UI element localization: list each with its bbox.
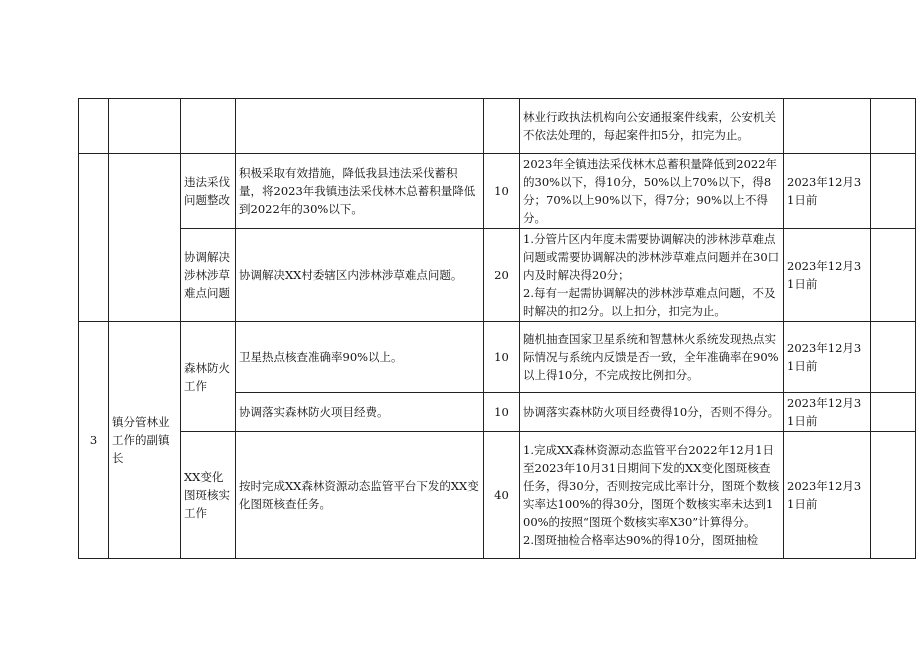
item-cell: XX变化图斑核实工作 [181, 432, 236, 559]
content-cell: 卫星热点核查准确率90%以上。 [236, 322, 484, 393]
deadline-cell: 2023年12月31日前 [784, 322, 871, 393]
content-cell: 协调解决XX村委辖区内涉林涉草难点问题。 [236, 229, 484, 322]
standard-cell: 随机抽查国家卫星系统和智慧林火系统发现热点实际情况与系统内反馈是否一致，全年准确率在90%以上得10分，不完成按比例扣分。 [520, 322, 784, 393]
item-cell: 协调解决涉林涉草难点问题 [181, 229, 236, 322]
number-cell [79, 154, 109, 322]
standard-cell: 2023年全镇违法采伐林木总蓄积量降低到2022年的30%以下，得10分，50%以上70%以下，得8分；70%以上90%以下，得7分；90%以上不得分。 [520, 154, 784, 229]
content-cell: 积极采取有效措施，降低我县违法采伐蓄积量，将2023年我镇违法采伐林木总蓄积量降低到2022年的30%以下。 [236, 154, 484, 229]
remark-cell [871, 229, 916, 322]
score-cell: 20 [484, 229, 520, 322]
deadline-cell: 2023年12月31日前 [784, 154, 871, 229]
table-row [79, 154, 916, 229]
score-cell: 10 [484, 322, 520, 393]
assessment-table [78, 98, 916, 559]
content-cell [236, 99, 484, 154]
standard-cell: 协调落实森林防火项目经费得10分，否则不得分。 [520, 393, 784, 432]
standard-cell: 1.分管片区内年度未需要协调解决的涉林涉草难点问题或需要协调解决的涉林涉草难点问题并在30口内及时解决得20分； 2.每有一起需协调解决的涉林涉草难点问题，不及时解决的扣2分。以上扣分，扣完为止。 [520, 229, 784, 322]
number-cell: 3 [79, 322, 109, 559]
item-cell [181, 99, 236, 154]
remark-cell [871, 154, 916, 229]
score-cell: 10 [484, 154, 520, 229]
score-cell: 40 [484, 432, 520, 559]
remark-cell [871, 322, 916, 393]
score-cell [484, 99, 520, 154]
responsible-cell: 镇分管林业工作的副镇长 [109, 322, 181, 559]
table-row [79, 99, 916, 154]
remark-cell [871, 432, 916, 559]
deadline-cell: 2023年12月31日前 [784, 432, 871, 559]
deadline-cell: 2023年12月31日前 [784, 393, 871, 432]
item-cell: 森林防火工作 [181, 322, 236, 432]
score-cell: 10 [484, 393, 520, 432]
item-cell: 违法采伐问题整改 [181, 154, 236, 229]
responsible-cell [109, 154, 181, 322]
number-cell [79, 99, 109, 154]
responsible-cell [109, 99, 181, 154]
standard-cell: 林业行政执法机构向公安通报案件线索，公安机关不依法处理的，每起案件扣5分，扣完为止。 [520, 99, 784, 154]
standard-cell: 1.完成XX森林资源动态监管平台2022年12月1日至2023年10月31日期间下发的XX变化图斑核查任务，得30分，否则按完成比率计分，图斑个数核实率达100%的得30分，图斑个数核实率未达到100%的按照“图斑个数核实率X30”计算得分。 2.图斑抽检合格率达90%的得10分，图斑抽检 [520, 432, 784, 559]
content-cell: 协调落实森林防火项目经费。 [236, 393, 484, 432]
table-row [79, 322, 916, 393]
remark-cell [871, 99, 916, 154]
deadline-cell [784, 99, 871, 154]
deadline-cell: 2023年12月31日前 [784, 229, 871, 322]
content-cell: 按时完成XX森林资源动态监管平台下发的XX变化图斑核查任务。 [236, 432, 484, 559]
table-row [79, 432, 916, 559]
remark-cell [871, 393, 916, 432]
table-row [79, 229, 916, 322]
